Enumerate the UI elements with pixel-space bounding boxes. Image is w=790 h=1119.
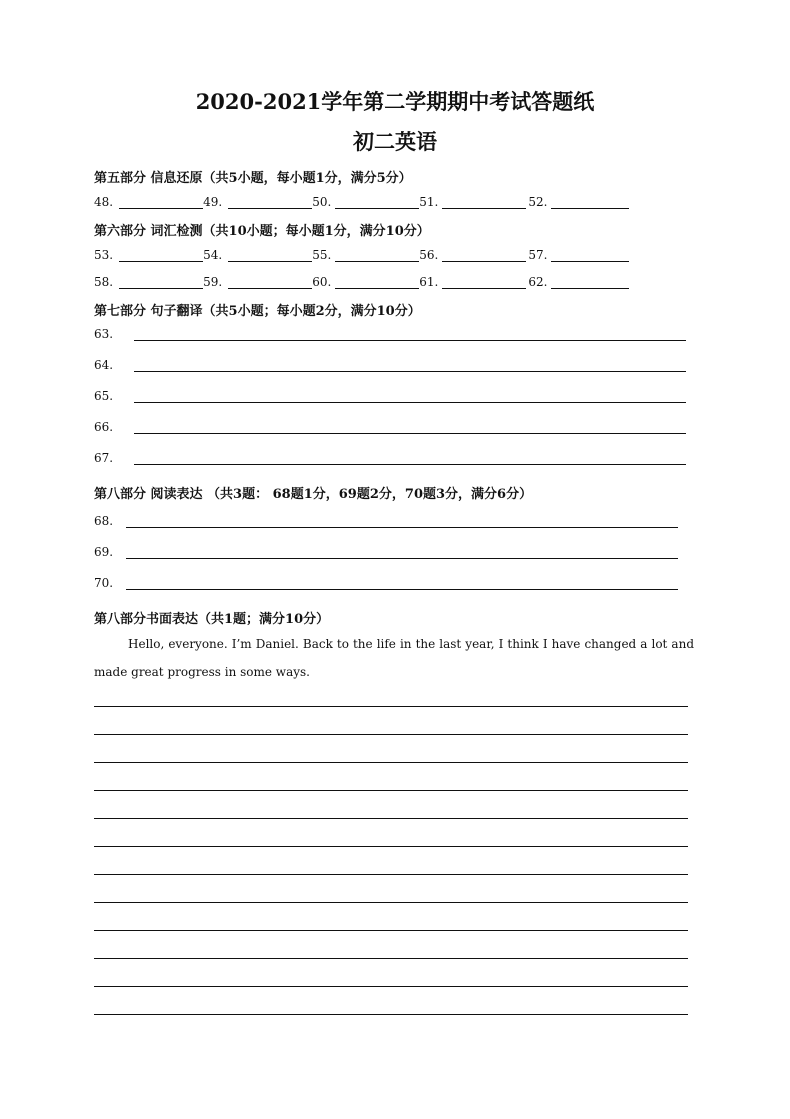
question-number: 51. (419, 195, 439, 209)
answer-line[interactable] (134, 402, 686, 403)
writing-line[interactable] (94, 818, 688, 819)
question-number: 57. (528, 248, 548, 262)
section-heading-part7: 第七部分 句子翻译（共5小题；每小题2分，满分10分） (94, 304, 421, 319)
writing-intro: Hello, everyone. I’m Daniel. Back to the life in the last year, I think I have changed a lot and made great progress in some ways. (94, 637, 694, 679)
answer-row-part6-1 (94, 248, 629, 262)
question-number: 70. (94, 576, 114, 590)
answer-blank[interactable] (551, 196, 629, 209)
answer-line[interactable] (126, 589, 678, 590)
page-title: 2020-2021学年第二学期期中考试答题纸 (195, 89, 595, 114)
question-number: 54. (203, 248, 223, 262)
question-number: 67. (94, 451, 114, 465)
answer-row-part6-2 (94, 275, 629, 289)
question-number: 62. (528, 275, 548, 289)
answer-blank[interactable] (228, 276, 312, 289)
answer-blank[interactable] (551, 276, 629, 289)
answer-row-part5 (94, 195, 629, 209)
answer-blank[interactable] (228, 249, 312, 262)
answer-line[interactable] (134, 433, 686, 434)
section-heading-part5: 第五部分 信息还原（共5小题，每小题1分，满分5分） (94, 171, 412, 186)
question-number: 52. (528, 195, 548, 209)
question-number: 49. (203, 195, 223, 209)
answer-line[interactable] (126, 527, 678, 528)
writing-line[interactable] (94, 790, 688, 791)
question-number: 53. (94, 248, 114, 262)
writing-line[interactable] (94, 762, 688, 763)
answer-line[interactable] (134, 371, 686, 372)
writing-line[interactable] (94, 902, 688, 903)
question-number: 63. (94, 327, 114, 341)
question-number: 56. (419, 248, 439, 262)
answer-line[interactable] (126, 558, 678, 559)
answer-blank[interactable] (442, 249, 526, 262)
writing-line[interactable] (94, 930, 688, 931)
writing-line[interactable] (94, 1014, 688, 1015)
answer-blank[interactable] (335, 276, 419, 289)
question-number: 66. (94, 420, 114, 434)
writing-line[interactable] (94, 958, 688, 959)
answer-blank[interactable] (335, 249, 419, 262)
question-number: 65. (94, 389, 114, 403)
answer-blank[interactable] (119, 249, 203, 262)
section-heading-part8-writing: 第八部分书面表达（共1题；满分10分） (94, 612, 330, 627)
writing-line[interactable] (94, 706, 688, 707)
question-number: 50. (312, 195, 332, 209)
answer-blank[interactable] (442, 276, 526, 289)
writing-line[interactable] (94, 734, 688, 735)
question-number: 68. (94, 514, 114, 528)
writing-line[interactable] (94, 986, 688, 987)
answer-blank[interactable] (228, 196, 312, 209)
question-number: 60. (312, 275, 332, 289)
answer-blank[interactable] (119, 276, 203, 289)
question-number: 59. (203, 275, 223, 289)
answer-blank[interactable] (551, 249, 629, 262)
question-number: 61. (419, 275, 439, 289)
question-number: 48. (94, 195, 114, 209)
writing-line[interactable] (94, 874, 688, 875)
answer-line[interactable] (134, 464, 686, 465)
question-number: 58. (94, 275, 114, 289)
question-number: 55. (312, 248, 332, 262)
answer-line[interactable] (134, 340, 686, 341)
writing-line[interactable] (94, 846, 688, 847)
question-number: 64. (94, 358, 114, 372)
answer-blank[interactable] (442, 196, 526, 209)
answer-blank[interactable] (335, 196, 419, 209)
section-heading-part6: 第六部分 词汇检测（共10小题；每小题1分，满分10分） (94, 224, 430, 239)
page-subtitle: 初二英语 (353, 129, 437, 154)
answer-blank[interactable] (119, 196, 203, 209)
question-number: 69. (94, 545, 114, 559)
section-heading-part8-reading: 第八部分 阅读表达 （共3题： 68题1分，69题2分，70题3分，满分6分） (94, 487, 533, 502)
